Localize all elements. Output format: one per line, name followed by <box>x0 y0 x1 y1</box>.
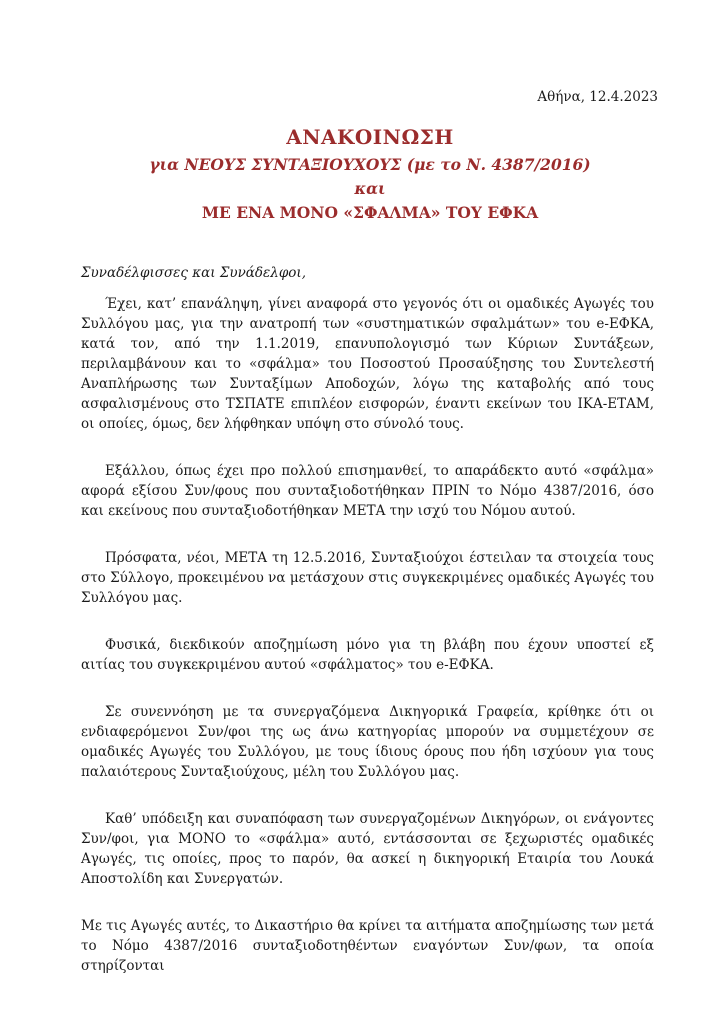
paragraph: Σε συνεννόηση με τα συνεργαζόμενα Δικηγορικά Γραφεία, κρίθηκε ότι οι ενδιαφερόμενοι Συν/φοι της ως άνω κατηγορίας μπορούν να συμμετέχουν σε ομαδικές Αγωγές του Συλλόγου, με τους ίδιους όρους που ήδη ισχύουν για τους παλαιότερους Συνταξιούχους, μέλη του Συλλόγου μας. <box>81 704 654 780</box>
announcement-subtitle-recipients: για ΝΕΟΥΣ ΣΥΝΤΑΞΙΟΥΧΟΥΣ (με το Ν. 4387/2016) <box>149 155 591 174</box>
paragraph: Πρόσφατα, νέοι, ΜΕΤΑ τη 12.5.2016, Συνταξιούχοι έστειλαν τα στοιχεία τους στο Σύλλογο, προκειμένου να μετάσχουν στις συγκεκριμένες ομαδικές Αγωγές του Συλλόγου μας. <box>81 550 654 606</box>
paragraph: Έχει, κατ’ επανάληψη, γίνει αναφορά στο γεγονός ότι οι ομαδικές Αγωγές του Συλλόγου μας, για την ανατροπή των «συστηματικών σφαλμάτων» του e-ΕΦΚΑ, κατά τον, από την 1.1.2019, επανυπολογισμό των Κύριων Συντάξεων, περιλαμβάνουν και το «σφάλμα» του Ποσοστού Προσαύξησης του Συντελεστή Αναπλήρωσης των Συνταξίμων Αποδοχών, λόγω της καταβολής από τους ασφαλισμένους στο ΤΣΠΑΤΕ επιπλέον εισφορών, έναντι εκείνων του ΙΚΑ-ΕΤΑΜ, οι οποίες, όμως, δεν λήφθηκαν υπόψη στο σύνολό τους. <box>81 296 654 432</box>
paragraph: Εξάλλου, όπως έχει προ πολλού επισημανθεί, το απαράδεκτο αυτό «σφάλμα» αφορά εξίσου Συν/φους που συνταξιοδοτήθηκαν ΠΡΙΝ το Νόμο 4387/2016, όσο και εκείνους που συνταξιοδοτήθηκαν ΜΕΤΑ την ισχύ του Νόμου αυτού. <box>81 463 654 519</box>
announcement-subtitle-topic: ΜΕ ΕΝΑ ΜΟΝΟ «ΣΦΑΛΜΑ» ΤΟΥ ΕΦΚΑ <box>201 203 539 222</box>
announcement-title: ΑΝΑΚΟΙΝΩΣΗ <box>286 125 454 149</box>
document-date: Αθήνα, 12.4.2023 <box>537 89 658 105</box>
paragraph: Καθ’ υπόδειξη και συναπόφαση των συνεργαζομένων Δικηγόρων, οι ενάγοντες Συν/φοι, για ΜΟΝΟ το «σφάλμα» αυτό, εντάσσονται σε ξεχωριστές ομαδικές Αγωγές, τις οποίες, προς το παρόν, θα ασκεί η δικηγορική Εταιρία του Λουκά Αποστολίδη και Συνεργατών. <box>81 811 654 887</box>
greeting: Συναδέλφισσες και Συνάδελφοι, <box>81 265 306 281</box>
announcement-title-block <box>80 125 660 227</box>
paragraph: Φυσικά, διεκδικούν αποζημίωση μόνο για τη βλάβη που έχουν υποστεί εξ αιτίας του συγκεκριμένου αυτού «σφάλματος» του e-ΕΦΚΑ. <box>81 637 654 673</box>
body-text <box>81 294 654 1003</box>
paragraph: Με τις Αγωγές αυτές, το Δικαστήριο θα κρίνει τα αιτήματα αποζημίωσης των μετά το Νόμο 4387/2016 συνταξιοδοτηθέντων εναγόντων Συν/φων, τα οποία στηρίζονται <box>81 918 654 974</box>
announcement-subtitle-conjunction: και <box>354 179 386 198</box>
